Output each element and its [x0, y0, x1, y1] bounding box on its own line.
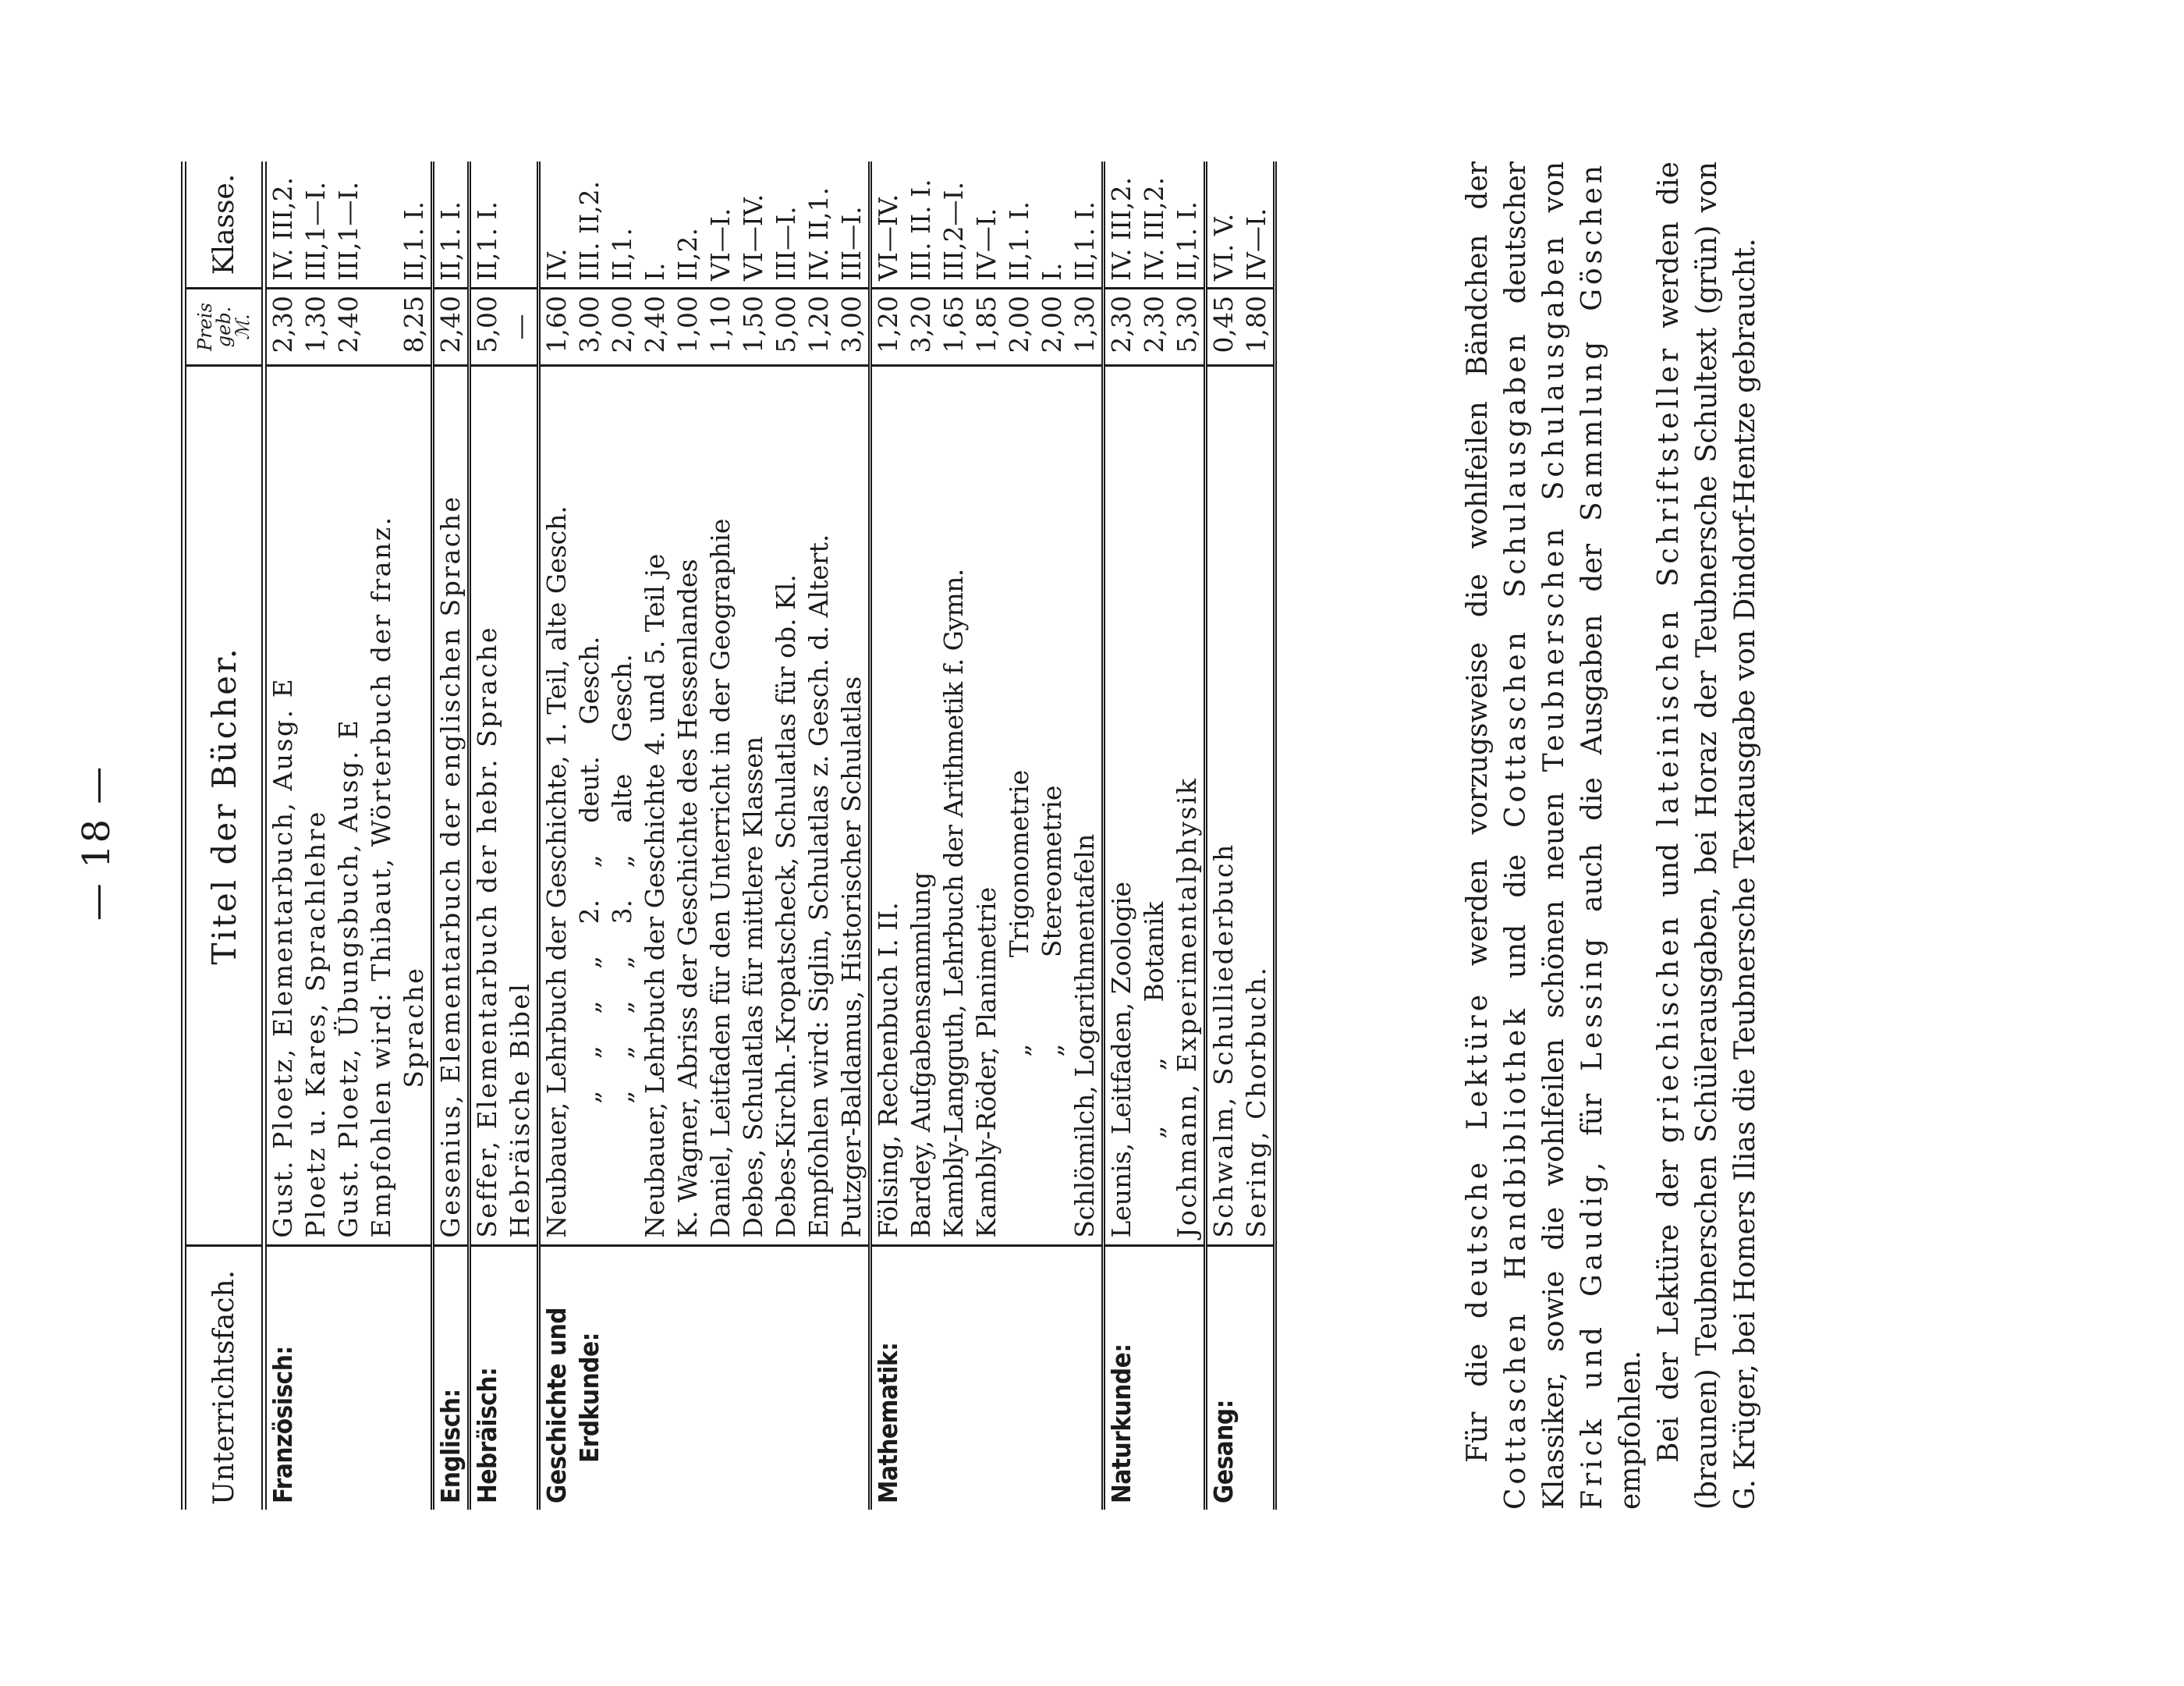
class-cell: II,2.: [672, 162, 704, 289]
header-price: [184, 289, 264, 366]
class-cell: IV—I.: [970, 162, 1003, 289]
header-price-line3: ℳ.: [232, 314, 254, 340]
class-cell: VI—I.: [704, 162, 737, 289]
price-cell: 5,00: [770, 289, 803, 366]
class-cell: III—I.: [835, 162, 870, 289]
price-cell: 5,00: [470, 289, 505, 366]
table-row: [803, 162, 835, 1510]
emphasis: Cottaschen Handbibliothek: [1500, 1005, 1532, 1510]
table-row: [504, 162, 539, 1510]
table-row: [470, 162, 505, 1510]
price-cell: 1,30: [1069, 289, 1104, 366]
title-cell: Schwalm, Schulliederbuch: [1206, 365, 1241, 1245]
class-cell: VI—IV.: [737, 162, 770, 289]
header-price-line2: geb.: [213, 306, 235, 348]
class-cell: III. II,2.: [573, 162, 606, 289]
table-row: [639, 162, 672, 1510]
emphasis: Teubnerschen Schulausgaben: [1538, 232, 1570, 772]
table-row: [1206, 162, 1241, 1510]
header-title: Titel der Bücher.: [184, 365, 264, 1245]
subject-cell: Französisch:: [268, 1346, 298, 1503]
title-cell: Schlömilch, Logarithmentafeln: [1069, 365, 1104, 1245]
title-cell: Debes-Kirchh.-Kropatscheck, Schulatlas für ob. Kl.: [770, 365, 803, 1245]
class-cell: II,1. I.: [470, 162, 505, 289]
price-cell: 2,30: [1138, 289, 1171, 366]
class-cell: III—I.: [770, 162, 803, 289]
header-subject: Unterrichtsfach.: [184, 1245, 264, 1510]
class-cell: IV.: [539, 162, 574, 289]
table-row: [300, 162, 332, 1510]
page-number: — 18 —: [75, 765, 119, 921]
emphasis: Sammlung Göschen: [1576, 162, 1608, 522]
price-cell: 1,50: [737, 289, 770, 366]
title-cell: Leunis, Leitfaden, Zoologie: [1104, 365, 1139, 1245]
table-row: [870, 162, 906, 1510]
table-row: [1003, 162, 1036, 1510]
price-cell: 2,30: [264, 289, 300, 366]
table-row: [704, 162, 737, 1510]
title-cell: „ „ Botanik: [1138, 365, 1171, 1245]
title-cell: Jochmann, Experimentalphysik: [1171, 365, 1206, 1245]
price-cell: 1,20: [803, 289, 835, 366]
price-cell: 2,00: [1036, 289, 1069, 366]
price-cell: 2,40: [433, 289, 470, 366]
table-row: [332, 162, 365, 1510]
price-cell: 1,85: [970, 289, 1003, 366]
class-cell: [504, 162, 539, 289]
class-cell: II,1. I.: [1069, 162, 1104, 289]
price-cell: 1,65: [938, 289, 970, 366]
class-cell: VI—IV.: [870, 162, 906, 289]
title-cell: „ Stereometrie: [1036, 365, 1069, 1245]
table-row: [770, 162, 803, 1510]
table-row: [835, 162, 870, 1510]
title-cell: Gust. Ploetz, Elementarbuch, Ausg. E: [264, 365, 300, 1245]
title-cell: Putzger-Baldamus, Historischer Schulatlas: [835, 365, 870, 1245]
title-cell: Gesenius, Elementarbuch der englischen Sprache: [433, 365, 470, 1245]
price-cell: [365, 289, 398, 366]
emphasis: lateinischen Schriftsteller: [1653, 344, 1685, 827]
title-cell: Kambly-Röder, Planimetrie: [970, 365, 1003, 1245]
price-cell: 5,30: [1171, 289, 1206, 366]
notes-section: [1459, 162, 1764, 1510]
title-cell: „ „ „ „ 3. „ alte Gesch.: [606, 365, 639, 1245]
title-cell: Daniel, Leitfaden für den Unterricht in der Geographie: [704, 365, 737, 1245]
table-row: [1036, 162, 1069, 1510]
price-cell: —: [504, 289, 539, 366]
class-cell: I.: [1036, 162, 1069, 289]
book-list-table: [181, 162, 1277, 1510]
price-cell: 2,00: [606, 289, 639, 366]
table-row: [1240, 162, 1275, 1510]
table-row: [365, 162, 398, 1510]
title-cell: Neubauer, Lehrbuch der Geschichte 4. und 5. Teil je: [639, 365, 672, 1245]
title-cell: Sering, Chorbuch.: [1240, 365, 1275, 1245]
price-cell: 2,40: [639, 289, 672, 366]
title-cell: Empfohlen wird: Thibaut, Wörterbuch der franz.: [365, 365, 398, 1245]
subject-cell: Hebräisch:: [472, 1367, 502, 1503]
subject-cell: Naturkunde:: [1106, 1343, 1136, 1503]
table-row: [264, 162, 300, 1510]
class-cell: II,1. I.: [1003, 162, 1036, 289]
price-cell: 0,45: [1206, 289, 1241, 366]
table-row: [1171, 162, 1206, 1510]
table-row: [398, 162, 433, 1510]
table-row: [1069, 162, 1104, 1510]
price-cell: 3,20: [905, 289, 938, 366]
table-row: [573, 162, 606, 1510]
table-row: [737, 162, 770, 1510]
title-cell: K. Wagner, Abriss der Geschichte des Hessenlandes: [672, 365, 704, 1245]
price-cell: 2,30: [1104, 289, 1139, 366]
table-row: [539, 162, 574, 1510]
title-cell: „ Trigonometrie: [1003, 365, 1036, 1245]
class-cell: IV. III,2.: [1104, 162, 1139, 289]
table-row: [433, 162, 470, 1510]
emphasis: Cottaschen Schulausgaben: [1500, 330, 1532, 828]
table-row: [1104, 162, 1139, 1510]
title-cell: Empfohlen wird: Siglin, Schulatlas z. Gesch. d. Altert.: [803, 365, 835, 1245]
table-row: [1138, 162, 1171, 1510]
table-row: [672, 162, 704, 1510]
price-cell: 1,30: [300, 289, 332, 366]
price-cell: 1,80: [1240, 289, 1275, 366]
class-cell: III,2—I.: [938, 162, 970, 289]
title-cell: „ „ „ „ 2. „ deut. Gesch.: [573, 365, 606, 1245]
title-cell: Ploetz u. Kares, Sprachlehre: [300, 365, 332, 1245]
class-cell: IV—I.: [1240, 162, 1275, 289]
subject-cell: Gesang:: [1208, 1400, 1239, 1503]
subject-cell: Mathematik:: [873, 1342, 903, 1503]
title-cell: Neubauer, Lehrbuch der Geschichte, 1. Teil, alte Gesch.: [539, 365, 574, 1245]
title-cell: Seffer, Elementarbuch der hebr. Sprache: [470, 365, 505, 1245]
class-cell: III. II. I.: [905, 162, 938, 289]
price-cell: 2,00: [1003, 289, 1036, 366]
table-row: [970, 162, 1003, 1510]
subject-cell-2: Erdkunde:: [574, 1333, 604, 1463]
price-cell: 2,40: [332, 289, 365, 366]
price-cell: 1,20: [870, 289, 906, 366]
emphasis: Frick und Gaudig,: [1576, 1158, 1608, 1510]
class-cell: IV. III,2.: [1138, 162, 1171, 289]
class-cell: II,1. I.: [398, 162, 433, 289]
class-cell: VI. V.: [1206, 162, 1241, 289]
title-cell: Gust. Ploetz, Übungsbuch, Ausg. E: [332, 365, 365, 1245]
title-cell: Sprache: [398, 365, 433, 1245]
subject-cell: Englisch:: [433, 1245, 470, 1510]
price-cell: 1,10: [704, 289, 737, 366]
emphasis: deutsche Lektüre: [1462, 990, 1494, 1319]
title-cell: Hebräische Bibel: [504, 365, 539, 1245]
class-cell: II,1. I.: [1171, 162, 1206, 289]
table-row: [606, 162, 639, 1510]
emphasis: Lessing: [1576, 934, 1608, 1071]
price-cell: 1,60: [539, 289, 574, 366]
price-cell: 1,00: [672, 289, 704, 366]
class-cell: III,1—I.: [332, 162, 365, 289]
header-price-line1: Preis: [194, 303, 216, 351]
class-cell: II,1.: [606, 162, 639, 289]
price-cell: 3,00: [573, 289, 606, 366]
header-class: Klasse.: [184, 162, 264, 289]
class-cell: [365, 162, 398, 289]
class-cell: I.: [639, 162, 672, 289]
note-paragraph-2: Bei der Lektüre der griechischen und lateinischen Schriftsteller werden die (braunen) Teubnerschen Schülerausgaben, bei Horaz der Teubnersche Schultext (grün) von G. Krüger, bei Homers Ilias die Teubnersche Textausgabe von Dindorf-Hentze gebraucht.: [1653, 162, 1761, 1510]
title-cell: Debes, Schulatlas für mittlere Klassen: [737, 365, 770, 1245]
class-cell: IV. II,1.: [803, 162, 835, 289]
title-cell: Bardey, Aufgabensammlung: [905, 365, 938, 1245]
price-cell: 3,00: [835, 289, 870, 366]
title-cell: Fölsing, Rechenbuch I. II.: [870, 365, 906, 1245]
class-cell: III,1—I.: [300, 162, 332, 289]
table-row: [905, 162, 938, 1510]
table-header-row: [184, 162, 264, 1510]
note-paragraph-1: Für die deutsche Lektüre werden vorzugsweise die wohlfeilen Bändchen der Cottaschen Handbibliothek und die Cottaschen Schulausgaben deutscher Klassiker, sowie die wohlfeilen schönen neuen Teubnerschen Schulausgaben von Frick und Gaudig, für Lessing auch die Ausgaben der Sammlung Göschen empfohlen.: [1462, 161, 1647, 1510]
price-cell: 8,25: [398, 289, 433, 366]
title-cell: Kambly-Langguth, Lehrbuch der Arithmetik f. Gymn.: [938, 365, 970, 1245]
class-cell: IV. III,2.: [264, 162, 300, 289]
subject-cell: Geschichte und: [541, 1307, 572, 1503]
table-row: [938, 162, 970, 1510]
emphasis: griechischen: [1653, 913, 1685, 1144]
class-cell: II,1. I.: [433, 162, 470, 289]
